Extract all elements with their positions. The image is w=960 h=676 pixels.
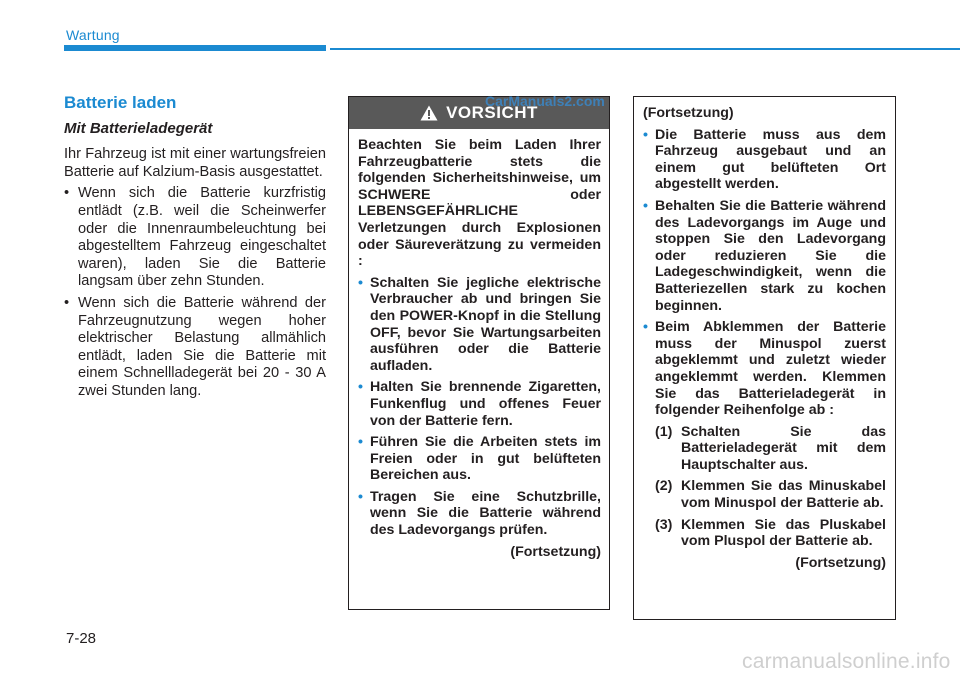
- list-item: [64, 185, 326, 291]
- caution-box: [348, 96, 610, 610]
- bullet-icon: •: [643, 126, 648, 143]
- step-number: (2): [655, 478, 673, 495]
- intro-paragraph: Ihr Fahrzeug ist mit einer wartungsfreien Batterie auf Kalzium-Basis ausgestattet.: [64, 146, 326, 180]
- list-item: [643, 127, 886, 193]
- step-number: (3): [655, 516, 673, 533]
- continuation-body: [634, 97, 895, 571]
- page-number: 7-28: [66, 630, 97, 647]
- continuation-box: [633, 96, 896, 620]
- list-item-text: Halten Sie brennende Zigaretten, Funkenflug und offenes Feuer von der Batterie fern.: [370, 379, 601, 429]
- caution-intro: Beachten Sie beim Laden Ihrer Fahrzeugbatterie stets die folgenden Sicherheitshinweise, um SCHWERE oder LEBENSGEFÄHRLICHE Verletzungen durch Explosionen oder Säureverätzung zu vermeiden :: [358, 137, 601, 270]
- list-item: [358, 434, 601, 484]
- bullet-icon: •: [64, 185, 70, 202]
- step-list: [655, 424, 886, 550]
- list-item-text: Wenn sich die Batterie kurzfristig entlädt (z.B. weil die Scheinwerfer oder die Innenraumbeleuchtung bei abgestelltem Fahrzeug eingeschaltet waren), laden Sie die Batterie langsam über zehn Stunden.: [78, 185, 326, 290]
- list-item-text: Behalten Sie die Batterie während des Ladevorgangs im Auge und stoppen Sie den Ladevorgang oder reduzieren Sie die Ladegeschwindigkeit, wenn die Batteriezellen stark zu kochen beginnen.: [655, 197, 886, 314]
- bullet-icon: •: [64, 294, 70, 311]
- list-item-text: Schalten Sie jegliche elektrische Verbraucher ab und bringen Sie den POWER-Knopf in die Stellung OFF, bevor Sie Wartungsarbeiten ausführen oder die Batterie aufladen.: [370, 274, 601, 374]
- bullet-icon: •: [643, 197, 648, 214]
- list-item-text: Die Batterie muss aus dem Fahrzeug ausgebaut und an einem gut belüfteten Ort abgestellt werden.: [655, 126, 886, 193]
- section-header-label: Wartung: [66, 27, 120, 43]
- header-rule-thin: [330, 48, 960, 50]
- watermark-link[interactable]: CarManuals2.com: [485, 93, 605, 109]
- list-item: [358, 379, 601, 429]
- list-item: [64, 295, 326, 401]
- step-number: (1): [655, 423, 673, 440]
- list-item-text: Beim Abklemmen der Batterie muss der Minuspol zuerst abgeklemmt und zuletzt wieder angeklemmt werden. Klemmen Sie das Batterieladegerät in folgender Reihenfolge ab :: [655, 319, 886, 419]
- caution-body: [349, 129, 609, 560]
- warning-triangle-icon: [420, 105, 438, 121]
- step-text: Klemmen Sie das Pluskabel vom Pluspol der Batterie ab.: [681, 516, 886, 550]
- continuation-list: [643, 127, 886, 419]
- step-item: [655, 478, 886, 511]
- bullet-icon: •: [358, 434, 363, 451]
- list-item: [643, 198, 886, 314]
- list-item: [358, 275, 601, 375]
- continued-label: (Fortsetzung): [510, 543, 601, 560]
- bullet-icon: •: [358, 379, 363, 396]
- continued-top-label: (Fortsetzung): [643, 105, 734, 121]
- left-bullet-list: [64, 185, 326, 400]
- list-item: [358, 489, 601, 539]
- bullet-icon: •: [643, 319, 648, 336]
- step-text: Schalten Sie das Batterieladegerät mit dem Hauptschalter aus.: [681, 423, 886, 473]
- section-title: Batterie laden: [64, 93, 177, 112]
- list-item: [643, 319, 886, 419]
- caution-list: [358, 275, 601, 539]
- header-rule-thick: [64, 45, 326, 51]
- footer-brand-link[interactable]: carmanualsonline.info: [742, 650, 951, 673]
- left-column: [64, 94, 326, 405]
- bullet-icon: •: [358, 274, 363, 291]
- step-text: Klemmen Sie das Minuskabel vom Minuspol der Batterie ab.: [681, 478, 886, 512]
- continued-label: (Fortsetzung): [795, 554, 886, 571]
- list-item-text: Wenn sich die Batterie während der Fahrzeugnutzung wegen hoher elektrischer Belastung allmählich entlädt, laden Sie die Batterie mit einem Schnellladegerät bei 20 - 30 A zwei Stunden lang.: [78, 294, 326, 399]
- list-item-text: Führen Sie die Arbeiten stets im Freien oder in gut belüfteten Bereichen aus.: [370, 434, 601, 484]
- caution-heading: VORSICHT: [446, 103, 538, 122]
- bullet-icon: •: [358, 488, 363, 505]
- list-item-text: Tragen Sie eine Schutzbrille, wenn Sie die Batterie während des Ladevorgangs prüfen.: [370, 488, 601, 539]
- step-item: [655, 517, 886, 550]
- section-subtitle: Mit Batterieladegerät: [64, 119, 213, 137]
- step-item: [655, 424, 886, 474]
